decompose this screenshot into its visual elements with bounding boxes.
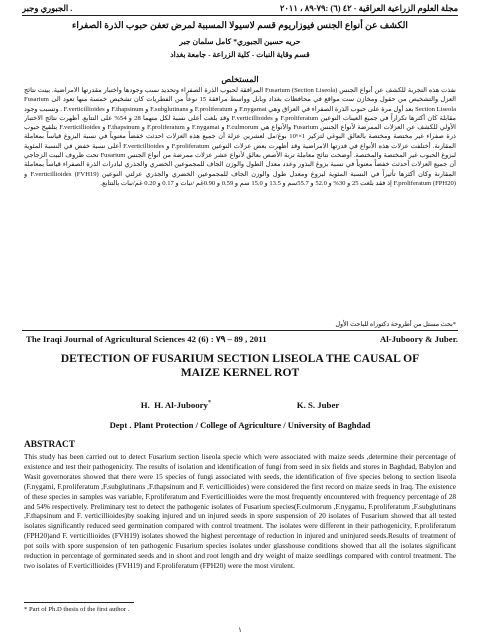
english-title-line: MAIZE KERNEL ROT <box>180 366 300 379</box>
author-second: K. S. Juber <box>296 400 340 410</box>
english-title <box>30 352 450 380</box>
english-running-header <box>26 334 458 346</box>
author-footnote-mark: * <box>207 400 211 407</box>
header-rule <box>22 15 458 16</box>
footnote-rule <box>24 602 134 603</box>
arabic-header-journal: مجلة العلوم الزراعية العراقية - ٤٢ (٦) :٧٩-٨٩ ، ٢٠١١ <box>279 4 458 13</box>
english-header-authors: Al-Juboory & Juber. <box>379 334 458 344</box>
author-first: H. H. Al-Juboory <box>140 400 208 410</box>
english-footnote: * Part of Ph.D thesis of the first author . <box>24 606 130 613</box>
section-rule <box>22 330 458 331</box>
arabic-abstract-heading: المستخلص <box>221 75 259 84</box>
arabic-header-authors: الجبوري وجبر . <box>22 4 73 13</box>
page-number: ١ <box>238 626 242 634</box>
arabic-footnote: *بحث مستل من أطروحة دكتوراه للباحث الأول <box>335 321 456 328</box>
english-authors <box>30 400 450 410</box>
english-title-line: DETECTION OF FUSARIUM SECTION LISEOLA THE CAUSAL OF <box>60 352 420 365</box>
arabic-department: قسم وقاية النبات - كلية الزراعة - جامعة بغداد <box>170 50 310 59</box>
english-header-journal: The Iraqi Journal of Agricultural Sciences 42 (6) : ٧٩ – 89 , 2011 <box>26 334 267 344</box>
arabic-abstract: نفذت هذه التجربة للكشف عن أنواع الجنس Fusarium (Section Liseola) المرافقة لحبوب الذرة الصفراء وتحديد نسب وجودها واختبار مقدرتها الامراضية. بينت نتائج العزل والتشخيص من حقول ومخازن ست مواقع في محافظات بغداد وبابل وواسط مرافقة 15 نوعاً من الفطريات كان تشخيص خمسة منها تعود الى Fusarium Section Liseola بعد أول مرة على حبوب الذرة الصفراء في العراق وهي F.nygamai و F.proliferatum و F.subglutinans و F.thapsinum و F.verticillioides . وتسبب وجود مقابلة كان أكثرها تكراراً في جميع العينات النوعين F.proliferatum و F.verticillioides وقد بلغت أعلى نسبة لكل منهما 28 و 54% على التتابع. أظهرت نتائج الاختبار الأولي للكشف عن العزلات الممرضة لأنواع الجنس Fusarium والأنواع هي F.culmorum و F.nygamai و F.proliferatum و F.thapsinum و F.verticillioides بتلقيح حبوب ذرة صفراء غير مختصة ومختصة بالعالق البوغي لتركيز 1×10⁶ بوغ/مل لعشرين عزلة أن جميع هذه العزلات احدثت خفضاً معنوياً في نسبة البزوغ قياساً بمعاملة المقارنة. أختلفت عزلات هذه الأنواع في قدرتها الامراضية وقد أظهرت بعض عزلات النوعين F.proliferatum و F.verticillioides أعلى نسبة خفض في النسبة المئوية لبزوغ الحبوب غير المختصة والمختصة. أوضحت نتائج معاملة تربة الأصص بعالق لأنواع عشر عزلات ممرضة من أنواع الجنس Fusarium تحت ظروف البيت الزجاجي أن جميع العزلات أحدثت خفضاً معنوياً في نسبة بزوغ البذور وعدد معدل الطول والوزن الجاف للمجموعين الخضري والجذري لبادرات الذرة الصفراء قياساً بمعاملة المقارنة وكان أكثرها تأثيراً في النسبة المئوية لبزوغ ومعدل طول والوزن الجاف للمجموعين الخضري والجذري عزلتي النوعين F.verticillioides (FVH19) و F.proliferatum (FPH20) إذ فقد بلغت 25 و 30% و 52.0 و 55.7سم و 13.5 و 15.0 سم و 0.59 و 0.90غم /نبات و 0.17 و 0.20 غم/نبات بالتتابع. <box>24 87 456 187</box>
english-abstract: This study has been carried out to detect Fusarium section liseola specie which were associated with maize seeds ,determine their percentage of existence and test their pathogenicity. The results of isolation and identification of fungi from seed in six fields and stores in Baghdad, Babylon and Wasit governorates showed that there were 15 species of fungi associated with seeds, the identification of five species belong to section liseola (F.nygami, F.proliferatum ,F.subglutinans ,F.thapsinum and F. verticillioides) were considered the first record on maize seeds in Iraq. The existence of these species in samples was variable, F.proliferatum and F.verticillioides were the most frequently encountered with frequency percentage of 28 and 54% respectively. Preliminary test to detect the pathogenic isolates of Fusarium species(F.culmorum ,F.nygamu, F.proliferatum ,F.subglutinans ,F.thapsinum and F. verticillioides)by soaking injured and un injured seeds in spore suspension of 20 isolates of Fusarium showed that all tested isolates significantly reduced seed germination compared with control treatment. The isolates were different in their pathogenicity, F.proliferatum (FPH20)and F. verticillioides (FVH19) isolates showed the highest percentage of reduction in injured and uninjured seeds.Results of treatment of pot soils with spore suspension of ten pathogenic Fusarium species isolates under glasshouse conditions showed that all the isolates significant reduction in percentage of germinated seeds and in shoot and root length and dry weight of maize seedlings compared with control treatment. The two isolates of F.verticillioides (FVH19) and F.proliferatum (FPH20) were the most virulent. <box>24 452 456 570</box>
arabic-running-header <box>22 3 458 15</box>
arabic-title: الكشف عن أنواع الجنس فيوزاريوم قسم لاسيولا المسببة لمرض تعفن حبوب الذرة الصفراء <box>72 20 408 30</box>
english-department: Dept . Plant Protection / College of Agriculture / University of Baghdad <box>109 420 371 430</box>
english-abstract-heading: ABSTRACT <box>24 440 76 450</box>
arabic-authors: حريه حسين الجبوري* كامل سلمان جبر <box>179 37 301 46</box>
